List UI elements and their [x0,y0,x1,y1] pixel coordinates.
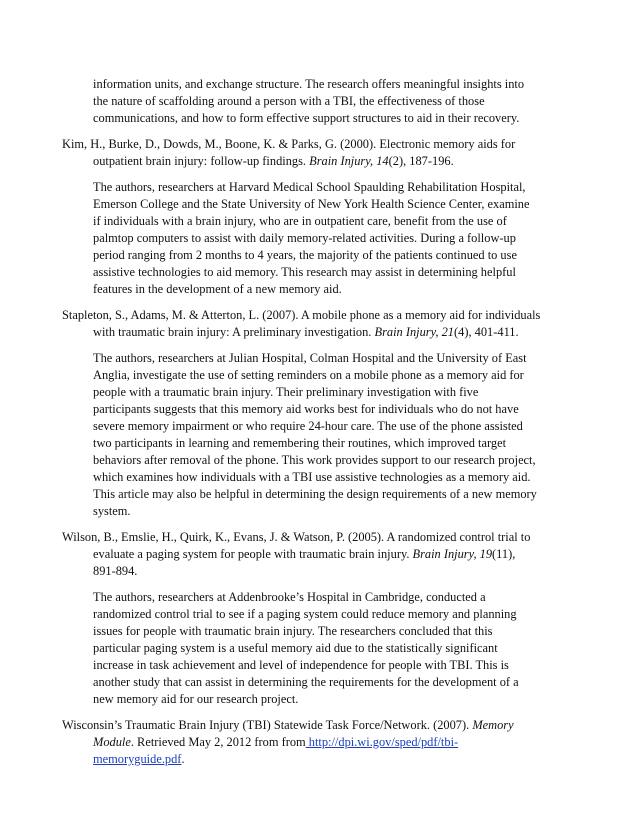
annotation-line: system. [93,504,131,518]
citation-line [93,751,185,768]
annotation-line: The authors, researchers at Addenbrooke’s Hospital in Cambridge, conducted a [93,590,486,604]
annotation-line: the nature of scaffolding around a person with a TBI, the effectiveness of those [93,94,485,108]
annotation-line: This article may also be helpful in determining the design requirements of a new memory [93,487,537,501]
annotation-line: participants suggests that this memory aid works best for individuals who do not have [93,402,519,416]
annotation-line: assistive technologies to aid memory. This research may assist in determining helpful [93,265,516,279]
reference-link[interactable]: memoryguide.pdf [93,752,182,766]
journal-title: Brain Injury, 14 [309,154,389,168]
annotation-line: communications, and how to form effective support structures to aid in their recovery. [93,111,520,125]
annotation-line: two participants in learning and remembering their routines, which improved target [93,436,507,450]
citation-text: 891-894. [93,564,138,578]
annotation-line: if individuals with a brain injury, who are in outpatient care, benefit from the use of [93,214,507,228]
annotation-line: Emerson College and the State University of New York Health Science Center, examine [93,197,530,211]
annotation-line: severe memory impairment or who require 24-hour care. The use of the phone assisted [93,419,523,433]
citation-text: Stapleton, S., Adams, M. & Atterton, L. (2007). A mobile phone as a memory aid for individuals [62,308,541,322]
annotation-line: palmtop computers to assist with daily memory-related activities. During a follow-up [93,231,516,245]
citation-line [62,307,540,324]
annotation-line: another study that can assist in determining the requirements for the development of a [93,675,519,689]
journal-title: Brain Injury, 19 [412,547,493,561]
citation-line [93,546,515,563]
citation-line [62,136,515,153]
annotation-line: which examines how individuals with a TBI use assistive technologies as a memory aid. [93,470,531,484]
citation-text: . Retrieved May 2, 2012 from from [130,735,306,749]
citation-line [93,563,137,580]
citation-text: . [181,752,185,766]
citation-line [62,529,530,546]
citation-line [62,717,514,734]
annotation-line: The authors, researchers at Harvard Medical School Spaulding Rehabilitation Hospital, [93,180,526,194]
annotation-line: The authors, researchers at Julian Hospital, Colman Hospital and the University of East [93,351,527,365]
citation-text: (11), [492,547,516,561]
annotation-line: Anglia, investigate the use of setting reminders on a mobile phone as a memory aid for [93,368,524,382]
citation-text: Wilson, B., Emslie, H., Quirk, K., Evans, J. & Watson, P. (2005). A randomized control trial to [62,530,531,544]
citation-text: with traumatic brain injury: A preliminary investigation. [93,325,375,339]
journal-title: Memory [472,718,514,732]
annotation-line: features in the development of a new memory aid. [93,282,342,296]
journal-title: Module [93,735,131,749]
journal-title: Brain Injury, 21 [374,325,455,339]
citation-text: Wisconsin’s Traumatic Brain Injury (TBI) Statewide Task Force/Network. (2007). [62,718,473,732]
citation-text: Kim, H., Burke, D., Dowds, M., Boone, K. & Parks, G. (2000). Electronic memory aids for [62,137,516,151]
citation-text: outpatient brain injury: follow-up findings. [93,154,310,168]
citation-text: evaluate a paging system for people with traumatic brain injury. [93,547,413,561]
annotation-line: randomized control trial to see if a paging system could reduce memory and planning [93,607,517,621]
annotation-line: behaviors after removal of the phone. This work provides support to our research project, [93,453,536,467]
annotation-line: information units, and exchange structure. The research offers meaningful insights into [93,77,525,91]
annotation-line: period ranging from 2 months to 4 years, the majority of the patients continued to use [93,248,517,262]
annotation-line: particular paging system is a useful memory aid due to the statistically significant [93,641,498,655]
citation-text: (4), 401-411. [454,325,519,339]
annotation-line: issues for people with traumatic brain injury. The researchers concluded that this [93,624,493,638]
citation-line [93,153,454,170]
citation-line [93,734,458,751]
annotation-line: people with a traumatic brain injury. Their preliminary investigation with five [93,385,479,399]
annotation-line: new memory aid for our research project. [93,692,299,706]
reference-link[interactable]: http://dpi.wi.gov/sped/pdf/tbi- [305,735,459,749]
citation-line [93,324,519,341]
annotation-line: increase in task achievement and level of independence for people with TBI. This is [93,658,509,672]
citation-text: (2), 187-196. [388,154,454,168]
